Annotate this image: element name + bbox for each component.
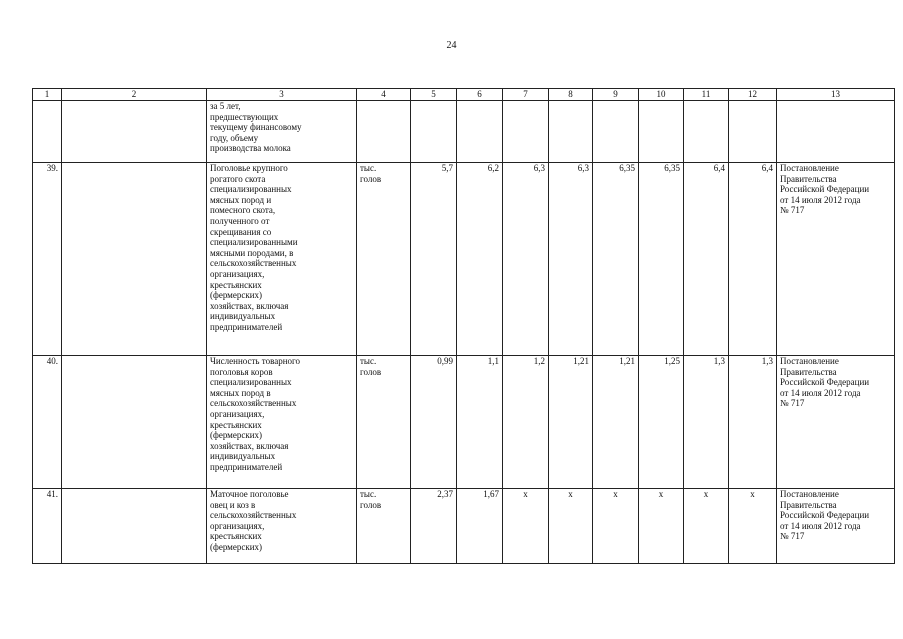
unit-cell (357, 489, 411, 564)
basis-line: № 717 (780, 531, 805, 542)
text-line: Поголовье крупного (210, 163, 288, 173)
empty-cell (62, 163, 207, 356)
text-line: рогатого скота (210, 173, 266, 184)
value-cell: 1,21 (549, 356, 593, 489)
text-line: организациях, (210, 408, 265, 419)
text-line: сельскохозяйственных (210, 258, 297, 269)
value-cell: 6,4 (684, 163, 729, 356)
value-cell: 6,35 (639, 163, 684, 356)
empty-cell (62, 356, 207, 489)
header-cell: 9 (593, 89, 639, 101)
value-cell: 6,2 (457, 163, 503, 356)
basis-line: Российской Федерации (780, 377, 870, 388)
text-line: мясными породами, в (210, 247, 294, 258)
table-row (33, 489, 895, 564)
value-cell: 1,2 (503, 356, 549, 489)
value-cell: 0,99 (411, 356, 457, 489)
unit-cell (357, 163, 411, 356)
row-number-cell: 40. (33, 356, 62, 489)
value-cell: 1,21 (593, 356, 639, 489)
text-line: организациях, (210, 520, 265, 531)
text-line: организациях, (210, 268, 265, 279)
basis-line: Правительства (780, 366, 837, 377)
header-row (33, 89, 895, 101)
text-line: предпринимателей (210, 461, 283, 472)
text-line: хозяйствах, включая (210, 440, 289, 451)
unit-line: голов (360, 173, 382, 184)
unit-line: голов (360, 366, 382, 377)
value-cell: x (503, 489, 549, 564)
page-number: 24 (446, 40, 457, 51)
header-cell: 11 (684, 89, 729, 101)
basis-line: от 14 июля 2012 года (780, 520, 861, 531)
basis-cell (777, 163, 895, 356)
text-line: хозяйствах, включая (210, 300, 289, 311)
header-cell: 5 (411, 89, 457, 101)
text-line: специализированными (210, 237, 298, 248)
basis-line: № 717 (780, 205, 805, 216)
value-cell: 6,35 (593, 163, 639, 356)
row-number-cell (33, 101, 62, 163)
text-line: сельскохозяйственных (210, 398, 297, 409)
basis-line: Правительства (780, 173, 837, 184)
text-line: предшествующих (210, 111, 279, 122)
header-cell: 3 (207, 89, 357, 101)
header-cell: 7 (503, 89, 549, 101)
value-cell: x (549, 489, 593, 564)
header-cell: 10 (639, 89, 684, 101)
value-cell: x (639, 489, 684, 564)
basis-line: Российской Федерации (780, 184, 870, 195)
row-number-cell: 39. (33, 163, 62, 356)
header-cell: 2 (62, 89, 207, 101)
text-line: Численность товарного (210, 356, 301, 366)
unit-line: голов (360, 499, 382, 510)
indicators-table (32, 88, 895, 564)
text-line: поголовья коров (210, 366, 273, 377)
value-cell: 1,3 (729, 356, 777, 489)
text-line: овец и коз в (210, 499, 256, 510)
value-cell (593, 101, 639, 163)
text-line: помесного скота, (210, 205, 276, 216)
basis-line: Постановление (780, 356, 839, 366)
empty-cell (62, 489, 207, 564)
value-cell: 6,4 (729, 163, 777, 356)
text-line: (фермерских) (210, 290, 263, 301)
text-line: мясных пород и (210, 194, 272, 205)
basis-line: от 14 июля 2012 года (780, 387, 861, 398)
text-line: крестьянских (210, 531, 262, 542)
value-cell: 1,67 (457, 489, 503, 564)
value-cell (639, 101, 684, 163)
unit-line: тыс. (360, 489, 377, 499)
header-cell: 8 (549, 89, 593, 101)
value-cell: 1,25 (639, 356, 684, 489)
basis-line: Постановление (780, 163, 839, 173)
basis-line: Правительства (780, 499, 837, 510)
header-cell: 13 (777, 89, 895, 101)
value-cell (457, 101, 503, 163)
text-line: производства молока (210, 143, 291, 154)
unit-cell (357, 101, 411, 163)
text-line: индивидуальных (210, 311, 276, 322)
unit-cell (357, 356, 411, 489)
text-line: (фермерских) (210, 430, 263, 441)
text-line: специализированных (210, 184, 292, 195)
unit-line: тыс. (360, 163, 377, 173)
basis-line: от 14 июля 2012 года (780, 194, 861, 205)
text-line: текущему финансовому (210, 122, 302, 133)
text-line: предпринимателей (210, 321, 283, 332)
indicator-name-cell (207, 163, 357, 356)
value-cell: x (593, 489, 639, 564)
value-cell: 2,37 (411, 489, 457, 564)
table-row (33, 163, 895, 356)
text-line: крестьянских (210, 419, 262, 430)
basis-line: Постановление (780, 489, 839, 499)
basis-cell (777, 356, 895, 489)
table-row (33, 356, 895, 489)
basis-line: Российской Федерации (780, 510, 870, 521)
text-line: сельскохозяйственных (210, 510, 297, 521)
basis-line: № 717 (780, 398, 805, 409)
text-line: индивидуальных (210, 451, 276, 462)
empty-cell (62, 101, 207, 163)
text-line: за 5 лет, (210, 101, 241, 111)
value-cell (729, 101, 777, 163)
text-line: скрещивания со (210, 226, 272, 237)
text-line: полученного от (210, 215, 270, 226)
indicator-name-cell (207, 101, 357, 163)
header-cell: 4 (357, 89, 411, 101)
text-line: Маточное поголовье (210, 489, 289, 499)
basis-cell (777, 489, 895, 564)
value-cell: 1,1 (457, 356, 503, 489)
unit-line: тыс. (360, 356, 377, 366)
value-cell (549, 101, 593, 163)
value-cell: x (684, 489, 729, 564)
indicator-name-cell (207, 356, 357, 489)
value-cell (684, 101, 729, 163)
value-cell (503, 101, 549, 163)
header-cell: 6 (457, 89, 503, 101)
value-cell (411, 101, 457, 163)
text-line: мясных пород в (210, 387, 271, 398)
header-cell: 1 (33, 89, 62, 101)
text-line: году, объему (210, 132, 259, 143)
value-cell: 6,3 (549, 163, 593, 356)
text-line: специализированных (210, 377, 292, 388)
basis-cell (777, 101, 895, 163)
text-line: (фермерских) (210, 541, 263, 552)
row-number-cell: 41. (33, 489, 62, 564)
value-cell: 1,3 (684, 356, 729, 489)
header-cell: 12 (729, 89, 777, 101)
table-row-continuation (33, 101, 895, 163)
value-cell: 6,3 (503, 163, 549, 356)
indicator-name-cell (207, 489, 357, 564)
value-cell: x (729, 489, 777, 564)
text-line: крестьянских (210, 279, 262, 290)
value-cell: 5,7 (411, 163, 457, 356)
